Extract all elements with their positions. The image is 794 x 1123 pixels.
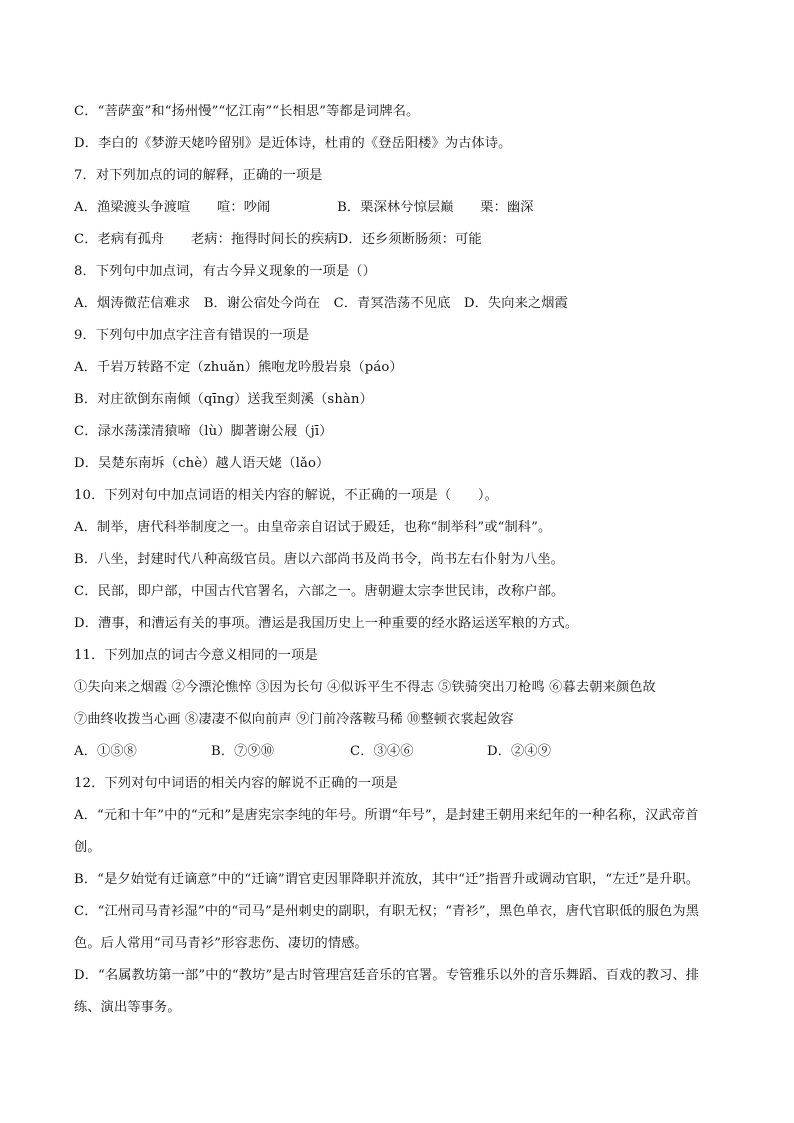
q11-items-row1: ①失向来之烟霞 ②今漂沦憔悴 ③因为长句 ④似诉平生不得志 ⑤铁骑突出刀枪鸣 ⑥暮去朝来颜色故 xyxy=(74,680,656,695)
q9-option-b: B．对庄欲倒东南倾（qīng）送我至剡溪（shàn） xyxy=(74,392,373,407)
q8-options: A．烟涛微茫信难求 B．谢公宿处今尚在 C．青冥浩荡不见底 D．失向来之烟霞 xyxy=(74,296,568,311)
q7-options-cd: C．老病有孤舟 老病：拖得时间长的疾病D．还乡须断肠须：可能 xyxy=(74,232,482,247)
q12-option-c-cont: 色。后人常用“司马青衫”形容悲伤、凄切的情感。 xyxy=(74,936,368,951)
q11-option-d: D．②④⑨ xyxy=(487,744,552,759)
q12-option-a-cont: 创。 xyxy=(74,840,101,855)
q9-option-c: C．渌水荡漾清猿啼（lù）脚著谢公屐（jī） xyxy=(74,424,333,439)
q12-option-c: C．“江州司马青衫湿”中的“司马”是州刺史的副职，有职无权；“青衫”，黑色单衣，唐代官职低的服色为黑 xyxy=(74,904,700,919)
q12-option-d-cont: 练、演出等事务。 xyxy=(74,1000,181,1015)
q6-option-c: C．“菩萨蛮”和“扬州慢”“忆江南”“长相思”等都是词牌名。 xyxy=(74,104,420,119)
q9-stem: 9．下列句中加点字注音有错误的一项是 xyxy=(74,328,310,343)
q12-stem: 12．下列对句中词语的相关内容的解说不正确的一项是 xyxy=(74,776,398,791)
q10-stem: 10．下列对句中加点词语的相关内容的解说，不正确的一项是（ ）。 xyxy=(74,488,498,503)
q12-option-a: A．“元和十年”中的“元和”是唐宪宗李纯的年号。所谓“年号”，是封建王朝用来纪年的一种名称，汉武帝首 xyxy=(74,808,699,823)
q11-option-b: B．⑦⑨⑩ xyxy=(211,744,275,759)
q12-option-d: D．“名属教坊第一部”中的“教坊”是古时管理宫廷音乐的官署。专管雅乐以外的音乐舞蹈、百戏的教习、排 xyxy=(74,968,700,983)
q7-stem: 7．对下列加点的词的解释，正确的一项是 xyxy=(74,168,323,183)
q11-option-c: C．③④⑥ xyxy=(350,744,414,759)
q10-option-d: D．漕事，和漕运有关的事项。漕运是我国历史上一种重要的经水路运送军粮的方式。 xyxy=(74,616,579,631)
q10-option-b: B．八坐，封建时代八种高级官员。唐以六部尚书及尚书令，尚书左右仆射为八坐。 xyxy=(74,552,564,567)
q11-options xyxy=(74,742,551,762)
q11-items-row2: ⑦曲终收拨当心画 ⑧凄凄不似向前声 ⑨门前冷落鞍马稀 ⑩整顿衣裳起敛容 xyxy=(74,712,514,727)
q11-stem: 11．下列加点的词古今意义相同的一项是 xyxy=(74,648,318,663)
q10-option-a: A．制举，唐代科举制度之一。由皇帝亲自诏试于殿廷，也称“制举科”或“制科”。 xyxy=(74,520,552,535)
q6-option-d: D．李白的《梦游天姥吟留别》是近体诗，杜甫的《登岳阳楼》为古体诗。 xyxy=(74,136,512,151)
q8-stem: 8．下列句中加点词，有古今异义现象的一项是（） xyxy=(74,264,376,279)
q9-option-a: A．千岩万转路不定（zhuǎn）熊咆龙吟殷岩泉（páo） xyxy=(74,360,403,375)
q12-option-b: B．“是夕始觉有迁谪意”中的“迁谪”谓官吏因罪降职并流放，其中“迁”指晋升或调动官职，“左迁”是升职。 xyxy=(74,872,700,887)
q7-options-ab: A．渔梁渡头争渡喧 喧：吵闹 B．栗深林兮惊层巅 栗：幽深 xyxy=(74,200,534,215)
q10-option-c: C．民部，即户部，中国古代官署名，六部之一。唐朝避太宗李世民讳，改称户部。 xyxy=(74,584,565,599)
q9-option-d: D．吴楚东南坼（chè）越人语天姥（lǎo） xyxy=(74,456,330,471)
q11-option-a: A．①⑤⑧ xyxy=(74,744,138,759)
